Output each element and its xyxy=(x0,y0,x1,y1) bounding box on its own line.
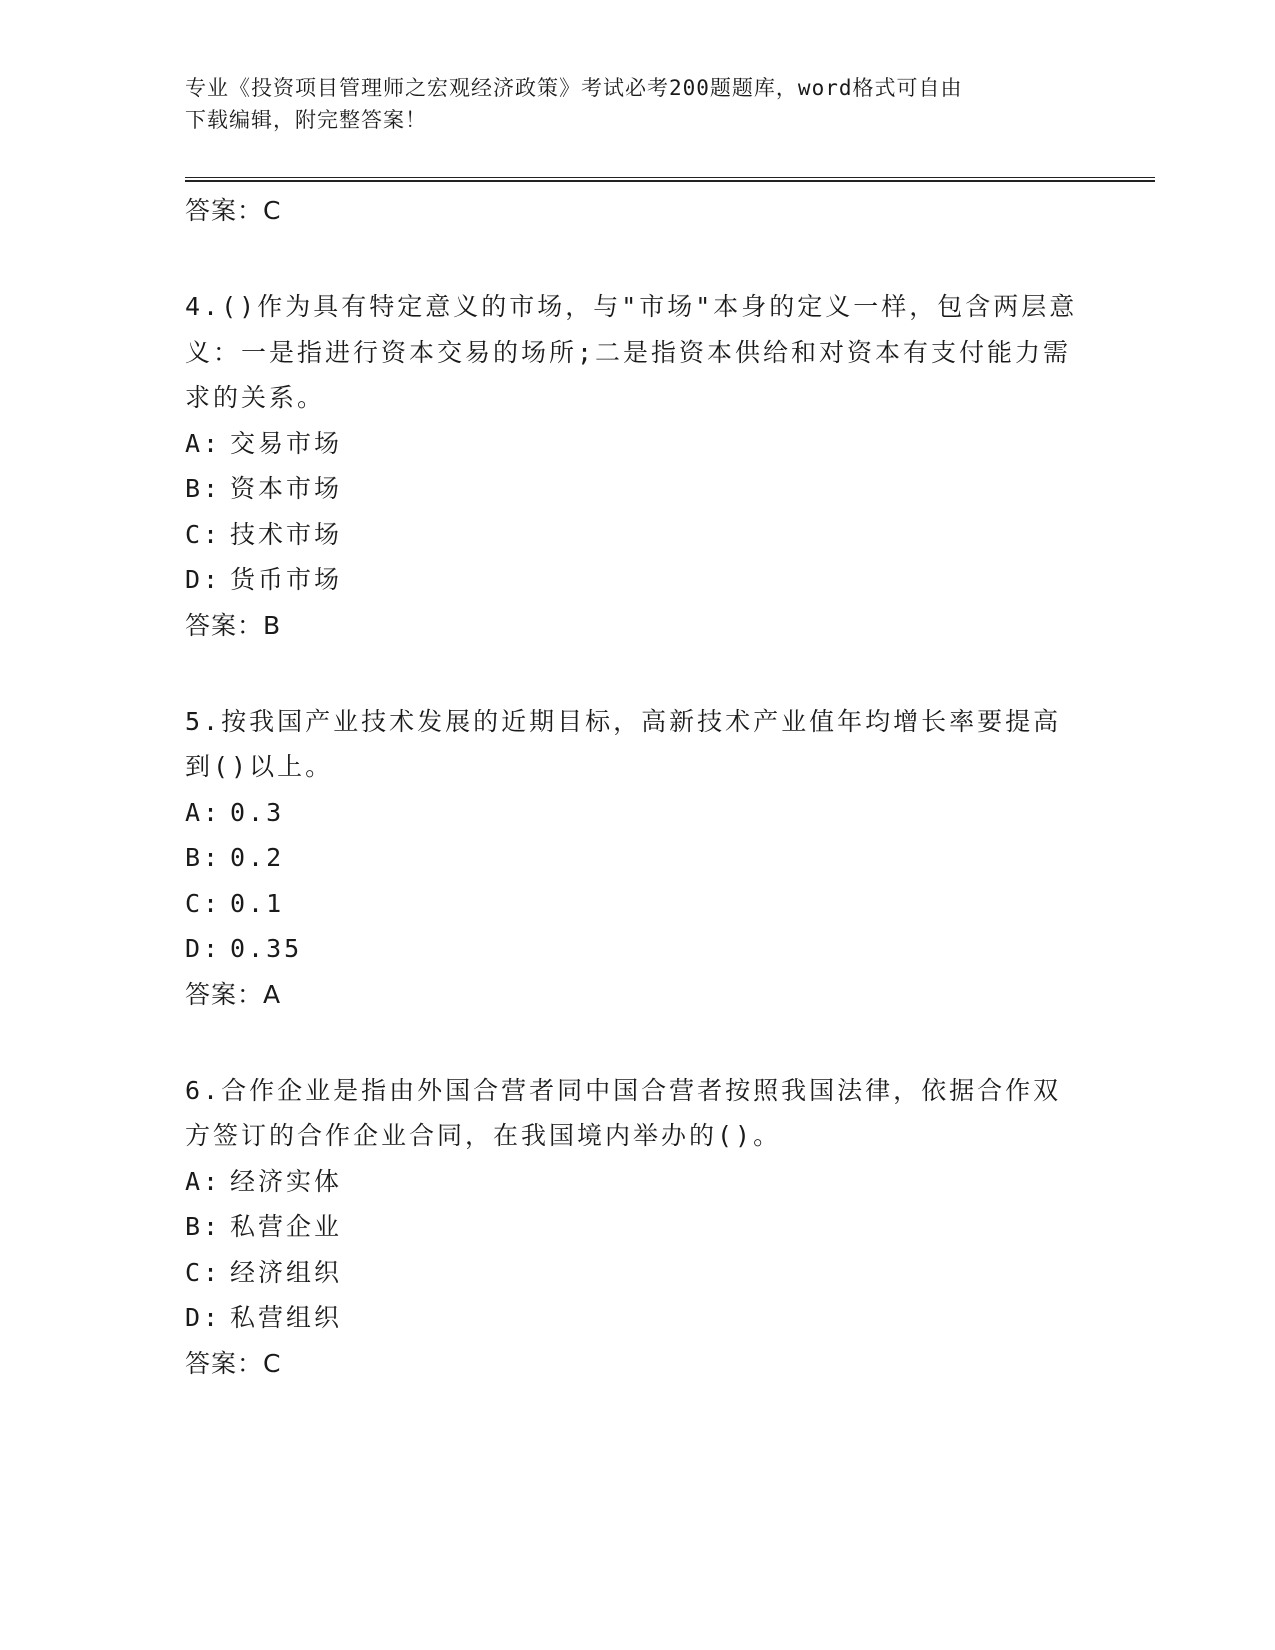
option-text: 交易市场 xyxy=(230,428,343,458)
header-line-1: 专业《投资项目管理师之宏观经济政策》考试必考200题题库，word格式可自由 xyxy=(185,76,963,100)
option-label: A: xyxy=(185,1166,222,1196)
option-d xyxy=(185,1295,1085,1341)
option-c xyxy=(185,512,1085,558)
option-label: B: xyxy=(185,843,222,872)
answer-line: 答案：C xyxy=(185,1348,282,1378)
question-item xyxy=(185,284,1085,649)
option-label: A: xyxy=(185,797,222,827)
question-stem: 5.按我国产业技术发展的近期目标，高新技术产业值年均增长率要提高到()以上。 xyxy=(185,706,1062,781)
option-text: 技术市场 xyxy=(230,519,343,549)
option-b xyxy=(185,1204,1085,1250)
option-text: 货币市场 xyxy=(230,565,343,594)
option-label: B: xyxy=(185,1212,222,1241)
option-c xyxy=(185,1250,1085,1296)
option-text: 资本市场 xyxy=(230,474,343,503)
question-stem: 4.()作为具有特定意义的市场，与"市场"本身的定义一样，包含两层意义：一是指进行资本交易的场所;二是指资本供给和对资本有支付能力需求的关系。 xyxy=(185,292,1078,412)
option-text: 0.35 xyxy=(230,934,303,963)
question-item xyxy=(185,1068,1085,1387)
option-a xyxy=(185,1159,1085,1205)
option-label: D: xyxy=(185,934,222,963)
question-item xyxy=(185,699,1085,1018)
option-text: 经济实体 xyxy=(230,1166,343,1196)
option-text: 私营组织 xyxy=(230,1303,343,1332)
option-d xyxy=(185,557,1085,603)
option-text: 0.2 xyxy=(230,843,285,872)
option-label: A: xyxy=(185,428,222,458)
header-divider xyxy=(185,177,1155,182)
option-label: C: xyxy=(185,519,222,549)
option-text: 私营企业 xyxy=(230,1212,343,1241)
option-label: C: xyxy=(185,1257,222,1287)
option-d xyxy=(185,926,1085,972)
option-text: 0.3 xyxy=(230,797,285,827)
option-label: D: xyxy=(185,1303,222,1332)
page-header xyxy=(185,72,1065,136)
answer-line: 答案：C xyxy=(185,196,282,225)
option-b xyxy=(185,466,1085,512)
option-label: C: xyxy=(185,888,222,918)
answer-line: 答案：B xyxy=(185,610,282,640)
option-b xyxy=(185,835,1085,881)
header-line-2: 下载编辑，附完整答案！ xyxy=(185,108,427,132)
document-body xyxy=(185,188,1085,1387)
option-a xyxy=(185,421,1085,467)
question-stem: 6.合作企业是指由外国合营者同中国合营者按照我国法律，依据合作双方签订的合作企业合同，在我国境内举办的()。 xyxy=(185,1075,1062,1150)
option-text: 0.1 xyxy=(230,888,285,918)
answer-line: 答案：A xyxy=(185,979,282,1009)
option-label: B: xyxy=(185,474,222,503)
option-c xyxy=(185,881,1085,927)
option-text: 经济组织 xyxy=(230,1257,343,1287)
option-label: D: xyxy=(185,565,222,594)
option-a xyxy=(185,790,1085,836)
